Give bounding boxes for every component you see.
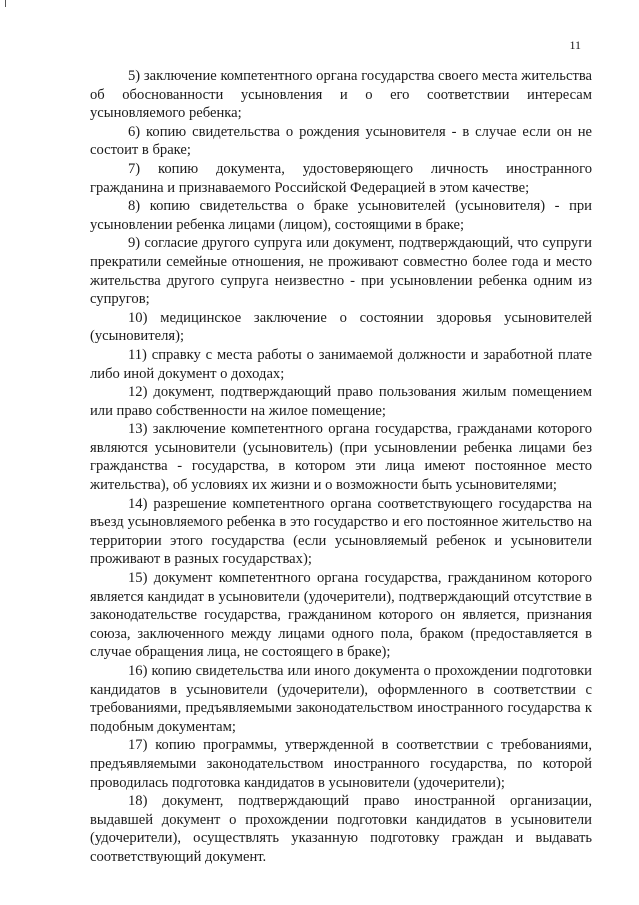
list-item-10: 10) медицинское заключение о состоянии здоровья усыновителей (усыновителя); — [90, 309, 592, 345]
list-item-6: 6) копию свидетельства о рождения усыновителя - в случае если он не состоит в браке; — [90, 123, 592, 159]
scan-mark — [5, 0, 6, 7]
list-item-5: 5) заключение компетентного органа государства своего места жительства об обоснованности усыновления и о его соответствии интересам усыновляемого ребенка; — [90, 68, 592, 122]
list-item-12: 12) документ, подтверждающий право пользования жилым помещением или право собственности на жилое помещение; — [90, 384, 592, 419]
document-body — [90, 67, 592, 867]
list-item-11: 11) справку с места работы о занимаемой должности и заработной плате либо иной документ о доходах; — [90, 346, 592, 382]
list-item-15: 15) документ компетентного органа государства, гражданином которого является кандидат в усыновители (удочерители), подтверждающий отсутствие в законодательстве государства, гражданином которого он является, признания союза, заключенного между лицами одного пола, браком (предоставляется в случае обращения лица, не состоящего в браке); — [90, 570, 592, 661]
list-item-14: 14) разрешение компетентного органа соответствующего государства на въезд усыновляемого ребенка в это государство и его постоянное жительство на территории этого государства (если усыновляемый ребенок и усыновители проживают в разных государствах); — [90, 495, 592, 568]
list-item-7: 7) копию документа, удостоверяющего личность иностранного гражданина и признаваемого Российской Федерацией в этом качестве; — [90, 160, 592, 196]
list-item-8: 8) копию свидетельства о браке усыновителей (усыновителя) - при усыновлении ребенка лицами (лицом), состоящими в браке; — [90, 198, 592, 233]
list-item-13: 13) заключение компетентного органа государства, гражданами которого являются усыновители (усыновитель) (при усыновлении ребенка лицами без гражданства - государства, в котором эти лица имеют постоянное место жительства), об условиях их жизни и о возможности быть усыновителями; — [90, 421, 592, 494]
page-number: 11 — [569, 38, 581, 52]
list-item-9: 9) согласие другого супруга или документ, подтверждающий, что супруги прекратили семейные отношения, не проживают совместно более года и место жительства другого супруга неизвестно - при усыновлении ребенка одним из супругов; — [90, 235, 592, 308]
list-item-16: 16) копию свидетельства или иного документа о прохождении подготовки кандидатов в усыновители (удочерители), оформленного в соответствии с требованиями, предъявляемыми законодательством иностранного государства к подобным документам; — [90, 663, 592, 735]
list-item-18: 18) документ, подтверждающий право иностранной организации, выдавшей документ о прохождении подготовки кандидатов в усыновители (удочерители), осуществлять указанную подготовку граждан и выдавать соответствующий документ. — [90, 793, 592, 865]
list-item-17: 17) копию программы, утвержденной в соответствии с требованиями, предъявляемыми законодательством иностранного государства, по которой проводилась подготовка кандидатов в усыновители (удочерители); — [90, 737, 592, 791]
